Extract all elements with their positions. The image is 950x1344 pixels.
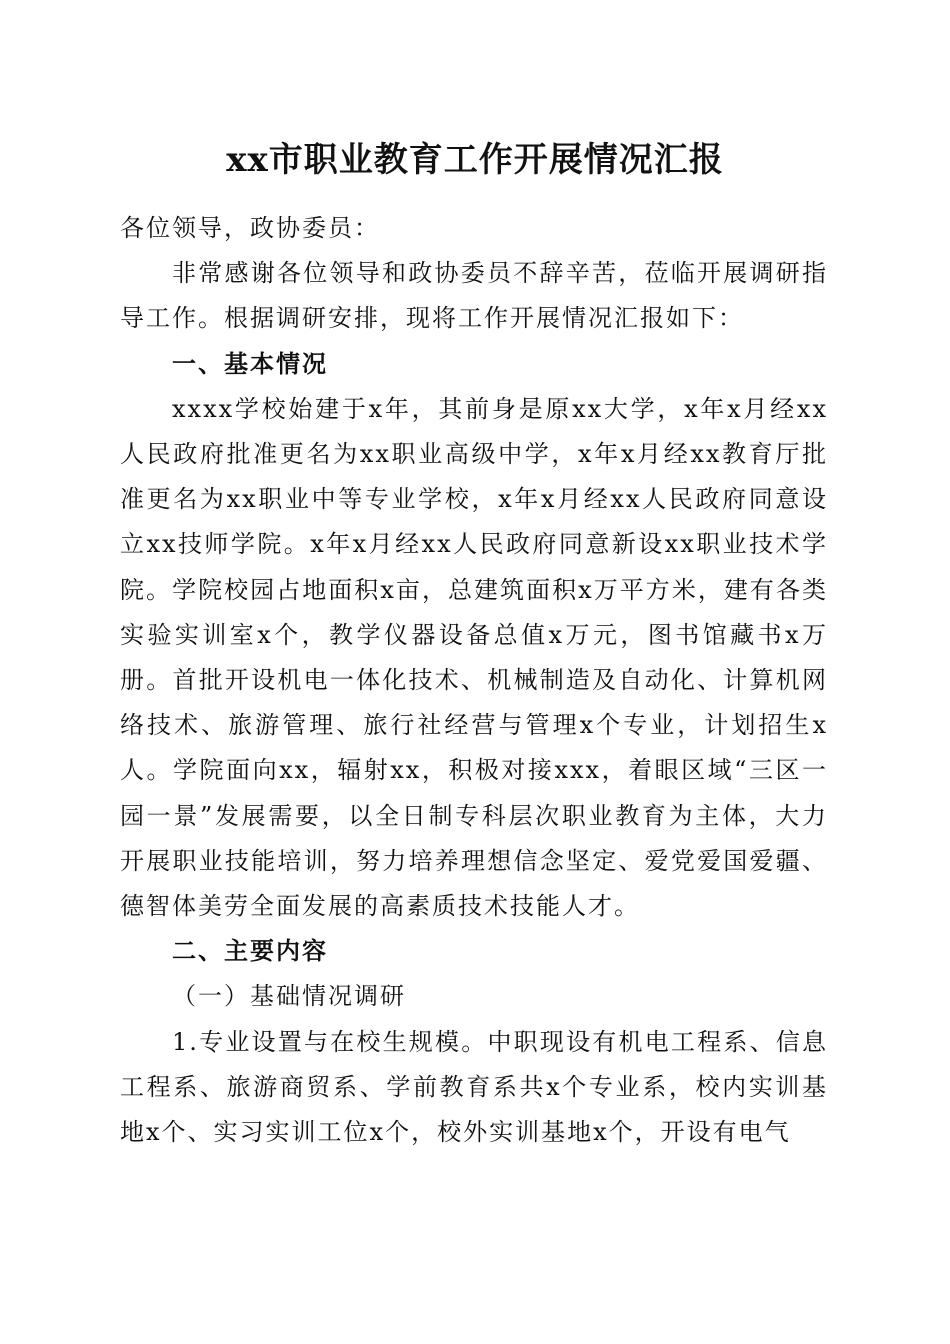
section-basic-paragraph: xxxx学校始建于x年，其前身是原xx大学，x年x月经xx人民政府批准更名为xx职业高级中学，x年x月经xx教育厅批准更名为xx职业中等专业学校，x年x月经xx人民政府同意设立xx技师学院。x年x月经xx人民政府同意新设xx职业技术学院。学院校园占地面积x亩，总建筑面积x万平方米，建有各类实验实训室x个，教学仪器设备总值x万元，图书馆藏书x万册。首批开设机电一体化技术、机械制造及自动化、计算机网络技术、旅游管理、旅行社经营与管理x个专业，计划招生x人。学院面向xx，辐射xx，积极对接xxx，着眼区域“三区一园一景”发展需要，以全日制专科层次职业教育为主体，大力开展职业技能培训，努力培养理想信念坚定、爱党爱国爱疆、德智体美劳全面发展的高素质技术技能人才。 [120,394,828,921]
subsection-heading-survey [120,974,828,1019]
document-body [120,206,828,1155]
salutation: 各位领导，政协委员： [120,214,380,242]
document-title: xx市职业教育工作开展情况汇报 [226,140,724,180]
section-heading-main-content: 二、主要内容 [172,937,328,966]
item-paragraph-1: 1.专业设置与在校生规模。中职现设有机电工程系、信息工程系、旅游商贸系、学前教育系共x个专业系，校内实训基地x个、实习实训工位x个，校外实训基地x个，开设有电气 [120,1027,828,1147]
intro-paragraph: 非常感谢各位领导和政协委员不辞辛苦，莅临开展调研指导工作。根据调研安排，现将工作开展情况汇报如下： [120,259,828,333]
section-heading-basic: 一、基本情况 [172,349,328,378]
subsection-heading-text: （一）基础情况调研 [172,982,406,1011]
